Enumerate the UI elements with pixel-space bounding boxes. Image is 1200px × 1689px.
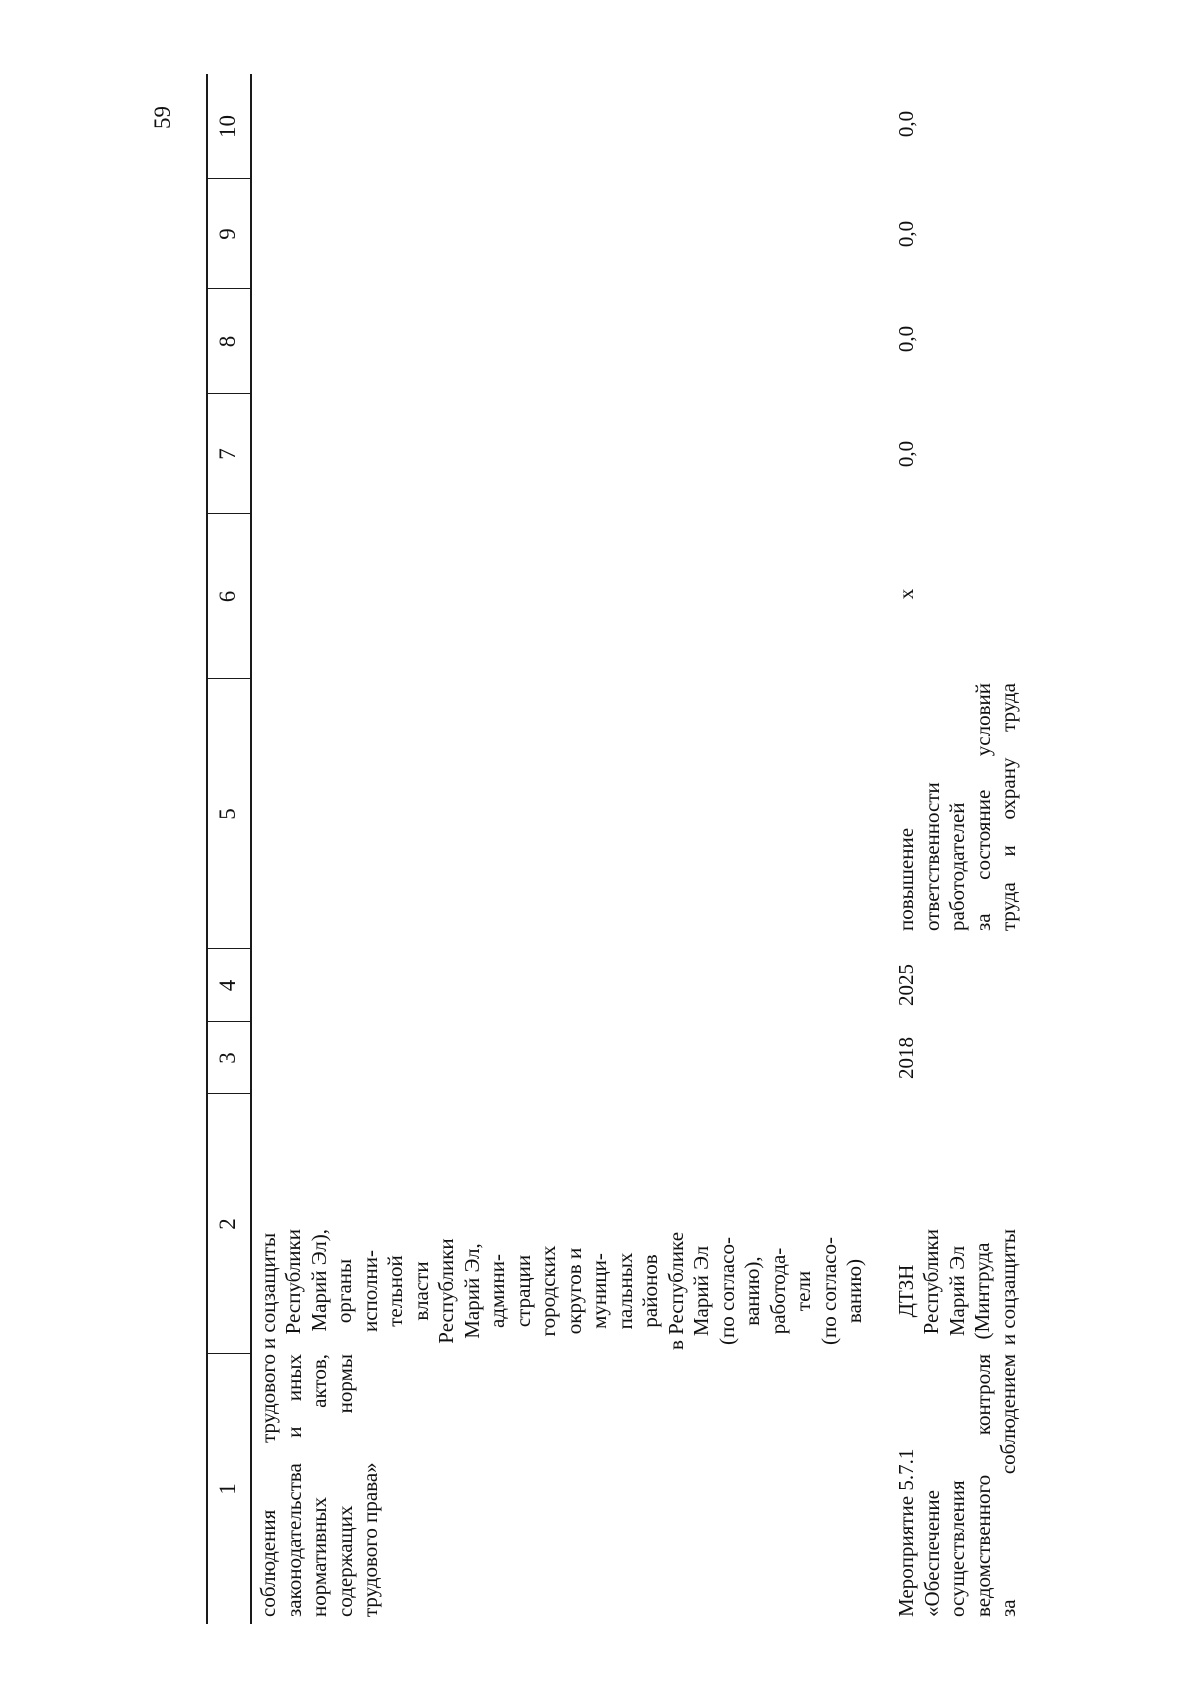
text-line: муници-: [587, 1253, 611, 1329]
text-line: в Республике: [663, 1231, 688, 1351]
measure-5-7-1-end-year: 2025: [894, 964, 918, 1006]
text-line: страции: [510, 1254, 535, 1328]
text-line: труда и охрану труда: [996, 683, 1020, 931]
text-line: Марий Эл),: [306, 1229, 331, 1332]
text-line: ведомственного контроля: [970, 1354, 995, 1617]
text-line: власти: [408, 1261, 433, 1321]
text-line: ванию): [842, 1258, 866, 1324]
text-line: и соцзащиты: [995, 1229, 1020, 1346]
column-header-4: 4: [215, 979, 240, 992]
continued-row-col2-top: [256, 1229, 282, 1353]
column-header-6: 6: [215, 590, 240, 603]
text-line: соблюдения трудового: [256, 1354, 280, 1617]
measure-5-7-1-col7: 0,0: [894, 440, 918, 468]
continued-row-col2: [281, 1229, 868, 1353]
text-line: админи-: [485, 1254, 509, 1329]
text-line: работода-: [765, 1247, 790, 1335]
text-line: содержащих нормы: [332, 1354, 357, 1617]
column-header-7: 7: [215, 448, 240, 460]
measure-5-7-1-result: [894, 683, 1022, 931]
measure-5-7-1-col6: x: [894, 588, 918, 600]
table-header-bottom-rule: [250, 74, 252, 1624]
text-line: работодателей: [945, 802, 969, 931]
measure-5-7-1-col9: 0,0: [894, 220, 918, 248]
text-line: пальных: [612, 1252, 637, 1330]
text-line: (по согласо-: [816, 1237, 841, 1345]
text-line: за состояние условий: [970, 683, 995, 931]
text-line: ванию),: [740, 1256, 764, 1326]
measure-5-7-1-col8: 0,0: [894, 325, 918, 353]
text-line: органы: [332, 1258, 356, 1324]
text-line: Республики: [281, 1229, 305, 1335]
text-line: повышение: [894, 827, 918, 931]
text-line: осуществления: [945, 1480, 969, 1617]
text-line: городских: [536, 1245, 560, 1337]
text-line: нормативных актов,: [307, 1354, 331, 1617]
text-line: Марий Эл,: [459, 1243, 484, 1339]
column-header-1: 1: [215, 1483, 240, 1495]
column-header-3: 3: [215, 1052, 240, 1064]
text-line: тели: [791, 1270, 815, 1312]
text-line: и соцзащиты: [256, 1232, 280, 1350]
measure-5-7-1-col2-top: [894, 1229, 920, 1353]
text-line: тельной: [383, 1255, 407, 1327]
column-header-8: 8: [215, 335, 240, 348]
column-header-10: 10: [215, 115, 240, 138]
text-line: «Обеспечение: [919, 1490, 944, 1617]
text-line: Республики: [919, 1229, 943, 1335]
measure-5-7-1-col10: 0,0: [894, 110, 918, 138]
column-header-5: 5: [215, 808, 240, 820]
measure-5-7-1-start-year: 2018: [894, 1037, 918, 1079]
text-line: (по согласо-: [714, 1237, 739, 1345]
text-line: Республики: [434, 1238, 458, 1344]
column-header-9: 9: [215, 228, 240, 240]
text-line: округов и: [561, 1247, 586, 1335]
table-top-rule: [206, 74, 208, 1624]
continued-row-col1: [256, 1354, 384, 1617]
text-line: за соблюдением: [996, 1354, 1020, 1617]
text-line: районов: [638, 1254, 662, 1328]
measure-5-7-1-col2: [919, 1229, 1021, 1353]
page-number: 59: [150, 106, 175, 129]
text-line: Мероприятие 5.7.1: [894, 1448, 918, 1617]
text-line: законодательства и иных: [281, 1354, 306, 1617]
text-line: Марий Эл: [689, 1245, 713, 1337]
text-line: Марий Эл: [944, 1245, 969, 1337]
text-line: ДТЗН: [894, 1264, 918, 1318]
text-line: ответственности: [919, 782, 944, 931]
measure-5-7-1-col1: [894, 1354, 1022, 1617]
column-header-2: 2: [215, 1218, 240, 1230]
text-line: (Минтруда: [970, 1242, 994, 1340]
text-line: трудового права»: [358, 1462, 382, 1617]
text-line: исполни-: [357, 1250, 382, 1332]
